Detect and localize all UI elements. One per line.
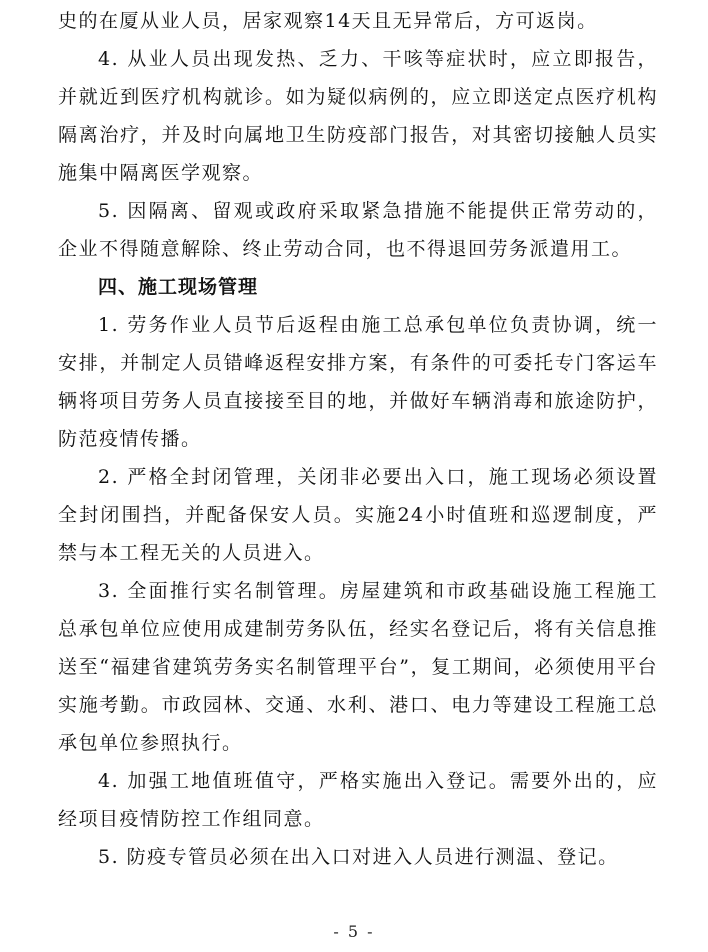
section4-heading: 四、施工现场管理 — [98, 276, 259, 298]
continued-paragraph: 史的在厦从业人员，居家观察14天且无异常后，方可返岗。 — [58, 10, 598, 32]
section4-item-3: 3. 全面推行实名制管理。房屋建筑和市政基础设施工程施工总承包单位应使用成建制劳务队伍，经实名登记后，将有关信息推送至“福建省建筑劳务实名制管理平台”，复工期间，必须使用平台实施考勤。市政园林、交通、水利、港口、电力等建设工程施工总承包单位参照执行。 — [58, 580, 658, 754]
section4-item-4: 4. 加强工地值班值守，严格实施出入登记。需要外出的，应经项目疫情防控工作组同意。 — [58, 770, 658, 830]
page-number: - 5 - — [333, 922, 375, 941]
section4-item-5: 5. 防疫专管员必须在出入口对进入人员进行测温、登记。 — [98, 846, 619, 868]
section3-item-4: 4. 从业人员出现发热、乏力、干咳等症状时，应立即报告，并就近到医疗机构就诊。如为疑似病例的，应立即送定点医疗机构隔离治疗，并及时向属地卫生防疫部门报告，对其密切接触人员实施集中隔离医学观察。 — [58, 48, 658, 184]
document-body — [58, 2, 658, 876]
section4-item-1: 1. 劳务作业人员节后返程由施工总承包单位负责协调，统一安排，并制定人员错峰返程安排方案，有条件的可委托专门客运车辆将项目劳务人员直接接至目的地，并做好车辆消毒和旅途防护，防范疫情传播。 — [58, 314, 658, 450]
section4-item-2: 2. 严格全封闭管理，关闭非必要出入口，施工现场必须设置全封闭围挡，并配备保安人员。实施24小时值班和巡逻制度，严禁与本工程无关的人员进入。 — [58, 466, 658, 564]
section3-item-5: 5. 因隔离、留观或政府采取紧急措施不能提供正常劳动的，企业不得随意解除、终止劳动合同，也不得退回劳务派遣用工。 — [58, 200, 658, 260]
